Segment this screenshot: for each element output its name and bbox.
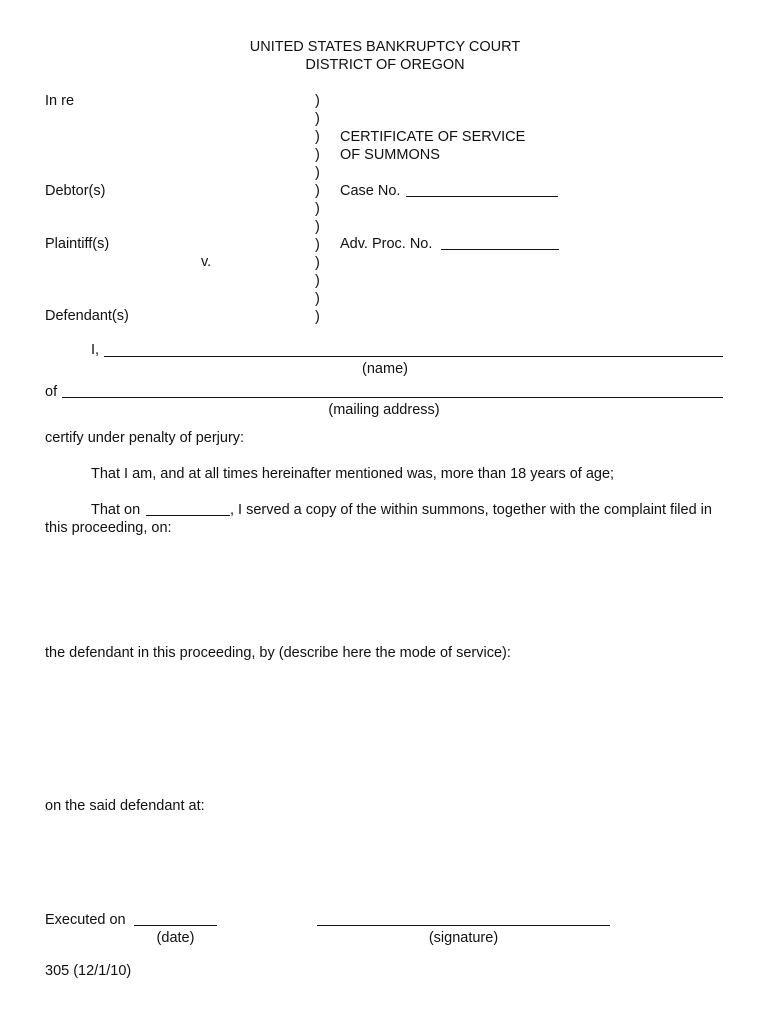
certificate-title-line1: CERTIFICATE OF SERVICE	[340, 129, 526, 145]
debtors-label: Debtor(s)	[45, 183, 106, 199]
paren: )	[315, 273, 320, 289]
caption-parenthesis-column	[315, 92, 327, 326]
versus-label: v.	[201, 254, 212, 270]
paren: )	[315, 129, 320, 145]
paren: )	[315, 291, 320, 307]
served-suffix: , I served a copy of the within summons, together with the complaint filed in	[230, 502, 712, 518]
certificate-title-line2: OF SUMMONS	[340, 147, 440, 163]
certify-statement: certify under penalty of perjury:	[45, 430, 245, 446]
in-re-label: In re	[45, 93, 75, 109]
paren: )	[315, 309, 320, 325]
name-field[interactable]	[104, 356, 723, 357]
served-prefix: That on	[91, 502, 141, 518]
age-statement: That I am, and at all times hereinafter mentioned was, more than 18 years of age;	[91, 466, 615, 482]
defendants-label: Defendant(s)	[45, 308, 129, 324]
paren: )	[315, 201, 320, 217]
adv-proc-number-label: Adv. Proc. No.	[340, 236, 433, 252]
date-caption: (date)	[156, 930, 195, 946]
paren: )	[315, 219, 320, 235]
paren: )	[315, 183, 320, 199]
service-date-field[interactable]	[146, 515, 230, 516]
plaintiffs-label: Plaintiff(s)	[45, 236, 110, 252]
case-number-field[interactable]	[406, 196, 558, 197]
mode-of-service-label: the defendant in this proceeding, by (describe here the mode of service):	[45, 645, 511, 661]
court-name: UNITED STATES BANKRUPTCY COURT	[249, 39, 521, 55]
signature-field[interactable]	[317, 925, 610, 926]
signature-caption: (signature)	[428, 930, 499, 946]
paren: )	[315, 255, 320, 271]
name-caption: (name)	[362, 361, 408, 377]
paren: )	[315, 237, 320, 253]
paren: )	[315, 165, 320, 181]
execution-date-field[interactable]	[134, 925, 217, 926]
paren: )	[315, 93, 320, 109]
executed-on-label: Executed on	[45, 912, 126, 928]
mailing-address-field[interactable]	[62, 397, 723, 398]
of-label: of	[45, 384, 58, 400]
i-label: I,	[91, 342, 100, 358]
case-number-label: Case No.	[340, 183, 401, 199]
district-name: DISTRICT OF OREGON	[305, 57, 465, 73]
paren: )	[315, 111, 320, 127]
adv-proc-number-field[interactable]	[441, 249, 559, 250]
defendant-address-label: on the said defendant at:	[45, 798, 205, 814]
served-continuation: this proceeding, on:	[45, 520, 172, 536]
form-number: 305 (12/1/10)	[45, 963, 132, 979]
paren: )	[315, 147, 320, 163]
mailing-address-caption: (mailing address)	[328, 402, 440, 418]
